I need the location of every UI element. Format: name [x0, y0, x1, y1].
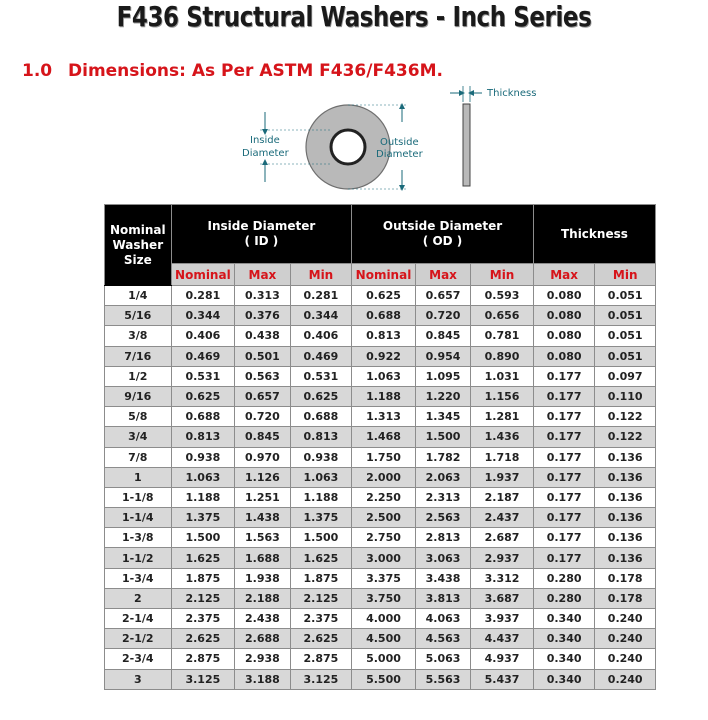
cell-od-max: 1.220 — [415, 386, 470, 406]
cell-id-nominal: 1.625 — [171, 548, 235, 568]
cell-thickness-max: 0.177 — [533, 528, 595, 548]
outside-diameter-label-2: Diameter — [376, 149, 423, 160]
cell-od-nominal: 1.188 — [352, 386, 416, 406]
table-row — [105, 326, 656, 346]
cell-id-nominal: 0.406 — [171, 326, 235, 346]
od-header-line-1: Outside Diameter — [382, 219, 503, 233]
cell-thickness-max: 0.177 — [533, 508, 595, 528]
dimensions-table — [104, 204, 656, 690]
cell-id-min: 1.063 — [290, 467, 352, 487]
cell-id-max: 0.313 — [235, 286, 290, 306]
table-row — [105, 407, 656, 427]
cell-thickness-min: 0.136 — [595, 528, 656, 548]
cell-size: 3 — [105, 669, 172, 689]
cell-od-min: 2.687 — [471, 528, 534, 548]
od-header-line-2: ( OD ) — [422, 234, 463, 248]
cell-id-max: 3.188 — [235, 669, 290, 689]
cell-od-min: 3.687 — [471, 588, 534, 608]
subheader-od-max: Max — [415, 264, 470, 286]
cell-id-max: 2.188 — [235, 588, 290, 608]
cell-size: 1/2 — [105, 366, 172, 386]
cell-size: 2-1/4 — [105, 609, 172, 629]
cell-thickness-max: 0.280 — [533, 568, 595, 588]
cell-od-max: 0.954 — [415, 346, 470, 366]
cell-od-max: 1.500 — [415, 427, 470, 447]
cell-id-nominal: 1.063 — [171, 467, 235, 487]
cell-id-min: 0.281 — [290, 286, 352, 306]
cell-od-min: 1.156 — [471, 386, 534, 406]
cell-id-max: 1.126 — [235, 467, 290, 487]
cell-od-min: 1.031 — [471, 366, 534, 386]
cell-thickness-min: 0.136 — [595, 447, 656, 467]
cell-od-max: 0.657 — [415, 286, 470, 306]
cell-od-nominal: 0.813 — [352, 326, 416, 346]
cell-size: 7/8 — [105, 447, 172, 467]
cell-od-nominal: 3.375 — [352, 568, 416, 588]
size-header-line-2: Washer — [112, 237, 164, 252]
cell-id-min: 3.125 — [290, 669, 352, 689]
cell-thickness-min: 0.178 — [595, 588, 656, 608]
washer-diagram — [230, 82, 550, 192]
cell-size: 9/16 — [105, 386, 172, 406]
outside-diameter-label-1: Outside — [380, 137, 419, 148]
cell-id-max: 2.938 — [235, 649, 290, 669]
thickness-label: Thickness — [487, 88, 537, 99]
cell-thickness-min: 0.110 — [595, 386, 656, 406]
table-row — [105, 467, 656, 487]
cell-id-min: 2.875 — [290, 649, 352, 669]
table-row — [105, 609, 656, 629]
cell-id-min: 0.688 — [290, 407, 352, 427]
cell-thickness-max: 0.340 — [533, 629, 595, 649]
cell-od-nominal: 0.688 — [352, 306, 416, 326]
cell-id-min: 0.469 — [290, 346, 352, 366]
cell-size: 1-3/8 — [105, 528, 172, 548]
cell-od-max: 1.782 — [415, 447, 470, 467]
cell-thickness-min: 0.051 — [595, 286, 656, 306]
cell-od-nominal: 2.250 — [352, 487, 416, 507]
cell-od-max: 4.063 — [415, 609, 470, 629]
cell-id-max: 1.688 — [235, 548, 290, 568]
cell-id-max: 0.720 — [235, 407, 290, 427]
cell-thickness-max: 0.340 — [533, 669, 595, 689]
cell-od-max: 2.313 — [415, 487, 470, 507]
table-row — [105, 588, 656, 608]
cell-id-nominal: 0.813 — [171, 427, 235, 447]
cell-id-nominal: 1.875 — [171, 568, 235, 588]
cell-thickness-min: 0.240 — [595, 609, 656, 629]
cell-id-min: 1.875 — [290, 568, 352, 588]
cell-od-min: 0.593 — [471, 286, 534, 306]
cell-thickness-max: 0.080 — [533, 286, 595, 306]
cell-id-min: 1.375 — [290, 508, 352, 528]
cell-id-nominal: 2.625 — [171, 629, 235, 649]
cell-size: 5/8 — [105, 407, 172, 427]
cell-od-nominal: 3.000 — [352, 548, 416, 568]
cell-thickness-max: 0.280 — [533, 588, 595, 608]
cell-id-min: 1.625 — [290, 548, 352, 568]
table-row — [105, 508, 656, 528]
cell-size: 1 — [105, 467, 172, 487]
table-row — [105, 346, 656, 366]
subheader-od-min: Min — [471, 264, 534, 286]
cell-thickness-max: 0.177 — [533, 467, 595, 487]
cell-od-nominal: 5.000 — [352, 649, 416, 669]
cell-id-nominal: 0.688 — [171, 407, 235, 427]
cell-id-max: 2.438 — [235, 609, 290, 629]
washer-hole — [331, 130, 365, 164]
table-row — [105, 487, 656, 507]
table-body — [105, 286, 656, 690]
cell-thickness-min: 0.051 — [595, 326, 656, 346]
cell-size: 2-1/2 — [105, 629, 172, 649]
cell-size: 1-1/8 — [105, 487, 172, 507]
cell-id-nominal: 1.188 — [171, 487, 235, 507]
cell-od-min: 0.656 — [471, 306, 534, 326]
cell-size: 5/16 — [105, 306, 172, 326]
cell-id-max: 0.501 — [235, 346, 290, 366]
cell-size: 1-3/4 — [105, 568, 172, 588]
cell-id-min: 0.406 — [290, 326, 352, 346]
size-header-line-1: Nominal — [109, 222, 166, 237]
cell-od-nominal: 2.000 — [352, 467, 416, 487]
cell-thickness-max: 0.080 — [533, 346, 595, 366]
cell-od-min: 5.437 — [471, 669, 534, 689]
cell-od-min: 1.937 — [471, 467, 534, 487]
cell-od-max: 2.063 — [415, 467, 470, 487]
cell-thickness-max: 0.080 — [533, 306, 595, 326]
cell-id-nominal: 0.469 — [171, 346, 235, 366]
subheader-thickness-min: Min — [595, 264, 656, 286]
page-title: F436 Structural Washers - Inch Series — [116, 0, 592, 33]
cell-id-nominal: 2.375 — [171, 609, 235, 629]
cell-od-nominal: 1.468 — [352, 427, 416, 447]
cell-thickness-min: 0.097 — [595, 366, 656, 386]
cell-id-min: 0.813 — [290, 427, 352, 447]
subheader-thickness-max: Max — [533, 264, 595, 286]
col-header-nominal-washer-size — [105, 205, 172, 286]
cell-id-nominal: 1.500 — [171, 528, 235, 548]
cell-thickness-min: 0.240 — [595, 669, 656, 689]
cell-size: 1-1/4 — [105, 508, 172, 528]
cell-id-max: 2.688 — [235, 629, 290, 649]
cell-thickness-max: 0.080 — [533, 326, 595, 346]
col-header-outside-diameter — [352, 205, 534, 264]
cell-id-min: 2.375 — [290, 609, 352, 629]
cell-thickness-max: 0.177 — [533, 366, 595, 386]
cell-od-nominal: 2.750 — [352, 528, 416, 548]
cell-id-max: 0.657 — [235, 386, 290, 406]
cell-id-nominal: 0.938 — [171, 447, 235, 467]
cell-id-min: 1.188 — [290, 487, 352, 507]
cell-thickness-min: 0.136 — [595, 487, 656, 507]
cell-od-max: 3.813 — [415, 588, 470, 608]
cell-od-max: 1.095 — [415, 366, 470, 386]
cell-thickness-min: 0.122 — [595, 407, 656, 427]
cell-thickness-max: 0.340 — [533, 649, 595, 669]
id-header-line-2: ( ID ) — [244, 234, 279, 248]
cell-id-nominal: 0.531 — [171, 366, 235, 386]
cell-od-min: 0.890 — [471, 346, 534, 366]
cell-id-min: 2.625 — [290, 629, 352, 649]
cell-id-nominal: 2.875 — [171, 649, 235, 669]
cell-od-min: 0.781 — [471, 326, 534, 346]
table-header-row — [105, 205, 656, 264]
table-row — [105, 669, 656, 689]
cell-thickness-min: 0.136 — [595, 508, 656, 528]
cell-od-max: 2.813 — [415, 528, 470, 548]
table-subheader-row — [105, 264, 656, 286]
cell-thickness-max: 0.177 — [533, 386, 595, 406]
cell-od-min: 2.437 — [471, 508, 534, 528]
cell-od-min: 1.281 — [471, 407, 534, 427]
cell-thickness-max: 0.177 — [533, 407, 595, 427]
cell-thickness-min: 0.136 — [595, 467, 656, 487]
cell-id-min: 2.125 — [290, 588, 352, 608]
subheader-od-nominal: Nominal — [352, 264, 416, 286]
cell-od-max: 5.563 — [415, 669, 470, 689]
cell-thickness-min: 0.051 — [595, 306, 656, 326]
cell-id-max: 0.845 — [235, 427, 290, 447]
cell-id-nominal: 0.344 — [171, 306, 235, 326]
table-row — [105, 286, 656, 306]
cell-id-nominal: 1.375 — [171, 508, 235, 528]
cell-id-max: 1.563 — [235, 528, 290, 548]
section-number: 1.0 — [22, 61, 53, 81]
cell-od-min: 1.718 — [471, 447, 534, 467]
cell-od-nominal: 1.750 — [352, 447, 416, 467]
cell-od-nominal: 4.000 — [352, 609, 416, 629]
cell-size: 1-1/2 — [105, 548, 172, 568]
cell-size: 2 — [105, 588, 172, 608]
cell-thickness-max: 0.177 — [533, 447, 595, 467]
cell-od-nominal: 0.922 — [352, 346, 416, 366]
cell-id-max: 1.438 — [235, 508, 290, 528]
cell-id-max: 0.970 — [235, 447, 290, 467]
cell-id-min: 0.531 — [290, 366, 352, 386]
cell-od-max: 3.063 — [415, 548, 470, 568]
cell-id-max: 1.251 — [235, 487, 290, 507]
cell-od-min: 2.937 — [471, 548, 534, 568]
cell-thickness-min: 0.178 — [595, 568, 656, 588]
cell-id-nominal: 0.281 — [171, 286, 235, 306]
table-row — [105, 386, 656, 406]
cell-od-min: 2.187 — [471, 487, 534, 507]
cell-od-min: 4.937 — [471, 649, 534, 669]
cell-thickness-min: 0.240 — [595, 649, 656, 669]
subheader-id-min: Min — [290, 264, 352, 286]
cell-id-min: 0.625 — [290, 386, 352, 406]
cell-od-nominal: 1.063 — [352, 366, 416, 386]
section-heading — [22, 61, 443, 81]
cell-od-min: 3.312 — [471, 568, 534, 588]
table-row — [105, 649, 656, 669]
cell-size: 7/16 — [105, 346, 172, 366]
cell-od-min: 4.437 — [471, 629, 534, 649]
cell-size: 2-3/4 — [105, 649, 172, 669]
section-text: Dimensions: As Per ASTM F436/F436M. — [68, 61, 443, 81]
table-row — [105, 568, 656, 588]
cell-id-max: 0.563 — [235, 366, 290, 386]
col-header-inside-diameter — [171, 205, 352, 264]
cell-od-nominal: 2.500 — [352, 508, 416, 528]
cell-thickness-min: 0.240 — [595, 629, 656, 649]
cell-id-nominal: 3.125 — [171, 669, 235, 689]
cell-id-nominal: 0.625 — [171, 386, 235, 406]
cell-id-min: 0.938 — [290, 447, 352, 467]
cell-size: 3/8 — [105, 326, 172, 346]
cell-id-min: 0.344 — [290, 306, 352, 326]
table-row — [105, 447, 656, 467]
cell-od-nominal: 5.500 — [352, 669, 416, 689]
table-row — [105, 366, 656, 386]
cell-od-max: 1.345 — [415, 407, 470, 427]
cell-od-max: 3.438 — [415, 568, 470, 588]
cell-id-nominal: 2.125 — [171, 588, 235, 608]
cell-thickness-min: 0.122 — [595, 427, 656, 447]
cell-id-max: 0.438 — [235, 326, 290, 346]
table-row — [105, 629, 656, 649]
cell-size: 1/4 — [105, 286, 172, 306]
col-header-thickness: Thickness — [533, 205, 655, 264]
cell-thickness-min: 0.051 — [595, 346, 656, 366]
cell-thickness-max: 0.177 — [533, 548, 595, 568]
cell-od-nominal: 1.313 — [352, 407, 416, 427]
cell-thickness-min: 0.136 — [595, 548, 656, 568]
inside-diameter-label-1: Inside — [250, 135, 280, 146]
cell-od-min: 1.436 — [471, 427, 534, 447]
subheader-id-nominal: Nominal — [171, 264, 235, 286]
cell-od-min: 3.937 — [471, 609, 534, 629]
washer-diagram-svg — [230, 82, 550, 192]
table-row — [105, 548, 656, 568]
inside-diameter-label-2: Diameter — [242, 148, 289, 159]
id-header-line-1: Inside Diameter — [207, 219, 316, 233]
table-row — [105, 528, 656, 548]
cell-od-max: 0.720 — [415, 306, 470, 326]
cell-thickness-max: 0.177 — [533, 487, 595, 507]
cell-id-max: 1.938 — [235, 568, 290, 588]
cell-od-max: 0.845 — [415, 326, 470, 346]
table-row — [105, 427, 656, 447]
cell-thickness-max: 0.340 — [533, 609, 595, 629]
cell-od-max: 5.063 — [415, 649, 470, 669]
cell-od-nominal: 0.625 — [352, 286, 416, 306]
cell-size: 3/4 — [105, 427, 172, 447]
cell-od-max: 4.563 — [415, 629, 470, 649]
size-header-line-3: Size — [123, 252, 152, 267]
cell-thickness-max: 0.177 — [533, 427, 595, 447]
cell-od-nominal: 3.750 — [352, 588, 416, 608]
subheader-id-max: Max — [235, 264, 290, 286]
cell-id-min: 1.500 — [290, 528, 352, 548]
table-row — [105, 306, 656, 326]
cell-id-max: 0.376 — [235, 306, 290, 326]
cell-od-max: 2.563 — [415, 508, 470, 528]
washer-side-view — [463, 104, 470, 186]
cell-od-nominal: 4.500 — [352, 629, 416, 649]
